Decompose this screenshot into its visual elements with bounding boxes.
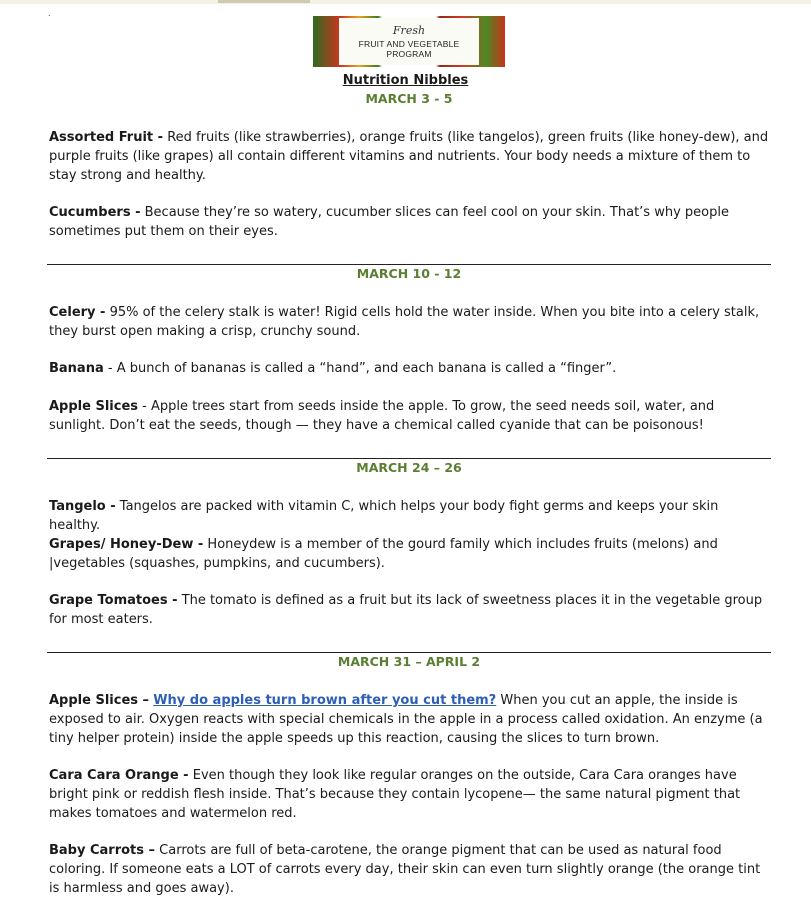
item-name: Grapes/ Honey-Dew -	[49, 537, 204, 552]
item-text: 95% of the celery stalk is water! Rigid cells hold the water inside. When you bite into a celery stalk, they burst open making a crisp, crunchy sound.	[49, 305, 760, 339]
item-name: Tangelo -	[49, 499, 116, 514]
page-title: Nutrition Nibbles	[342, 73, 469, 88]
item-name: Apple Slices	[49, 399, 139, 414]
section-divider	[47, 652, 771, 653]
item-text: - A bunch of bananas is called a “hand”, and each banana is called a “finger”.	[103, 361, 617, 376]
item-baby-carrots	[49, 841, 771, 898]
item-name: Grape Tomatoes -	[49, 593, 178, 608]
item-text: Red fruits (like strawberries), orange fruits (like tangelos), green fruits (like honey-dew), and purple fruits (like grapes) all contain different vitamins and nutrients. Your body needs a mixture of them to stay strong and healthy.	[49, 130, 769, 183]
item-cara-cara-orange	[49, 766, 771, 823]
logo-program-text: FRUIT AND VEGETABLE PROGRAM	[358, 39, 460, 59]
item-grapes-honeydew	[49, 535, 771, 573]
item-text: When you cut an apple, the inside is exposed to air. Oxygen reacts with special chemicals in the apple in a process called oxidation. An enzyme (a tiny helper protein) inside the apple speeds up this reaction, causing the slices to turn brown.	[49, 693, 763, 746]
logo-panel	[339, 18, 479, 65]
item-name: Banana	[49, 361, 104, 376]
item-text: Honeydew is a member of the gourd family which includes fruits (melons) and |vegetables (squashes, pumpkins, and cucumbers).	[49, 537, 718, 571]
item-name: Cucumbers -	[49, 205, 141, 220]
item-text: Tangelos are packed with vitamin C, which helps your body fight germs and keeps your skin healthy.	[49, 499, 719, 533]
stray-dot: .	[48, 9, 51, 18]
section-divider	[47, 264, 771, 265]
item-name: Assorted Fruit -	[49, 130, 164, 145]
item-name: Baby Carrots –	[49, 843, 156, 858]
item-name: Cara Cara Orange -	[49, 768, 189, 783]
week-4-date: MARCH 31 – APRIL 2	[337, 654, 481, 669]
item-celery	[49, 303, 771, 341]
week-2-date: MARCH 10 - 12	[356, 266, 462, 281]
item-name: Celery -	[49, 305, 106, 320]
item-apple-slices	[49, 397, 771, 435]
program-logo	[313, 16, 505, 67]
section-divider	[47, 458, 771, 459]
item-grape-tomatoes	[49, 591, 771, 629]
top-strip-tab	[218, 0, 310, 3]
item-cucumbers	[49, 203, 771, 241]
item-name: Apple Slices –	[49, 693, 150, 708]
item-text: - Apple trees start from seeds inside the apple. To grow, the seed needs soil, water, and sunlight. Don’t eat the seeds, though — they have a chemical called cyanide that can be poisonous!	[49, 399, 715, 433]
top-strip	[0, 0, 811, 4]
item-assorted-fruit	[49, 128, 771, 185]
item-banana	[49, 359, 771, 378]
week-1-date: MARCH 3 - 5	[365, 91, 453, 106]
item-text: Even though they look like regular oranges on the outside, Cara Cara oranges have bright pink or reddish flesh inside. That’s because they contain lycopene— the same natural pigment that makes tomatoes and watermelon red.	[49, 768, 741, 821]
item-apple-slices-2	[49, 691, 771, 748]
item-text: Because they’re so watery, cucumber slices can feel cool on your skin. That’s why people sometimes put them on their eyes.	[49, 205, 729, 239]
apple-brown-link[interactable]: Why do apples turn brown after you cut them?	[153, 693, 497, 708]
item-text: The tomato is defined as a fruit but its lack of sweetness places it in the vegetable group for most eaters.	[49, 593, 763, 627]
week-3-date: MARCH 24 – 26	[356, 460, 462, 475]
item-tangelo	[49, 497, 771, 535]
logo-script-text: Fresh	[392, 24, 426, 37]
item-text: Carrots are full of beta-carotene, the orange pigment that can be used as natural food coloring. If someone eats a LOT of carrots every day, their skin can even turn slightly orange (the orange tint is harmless and goes away).	[49, 843, 761, 896]
